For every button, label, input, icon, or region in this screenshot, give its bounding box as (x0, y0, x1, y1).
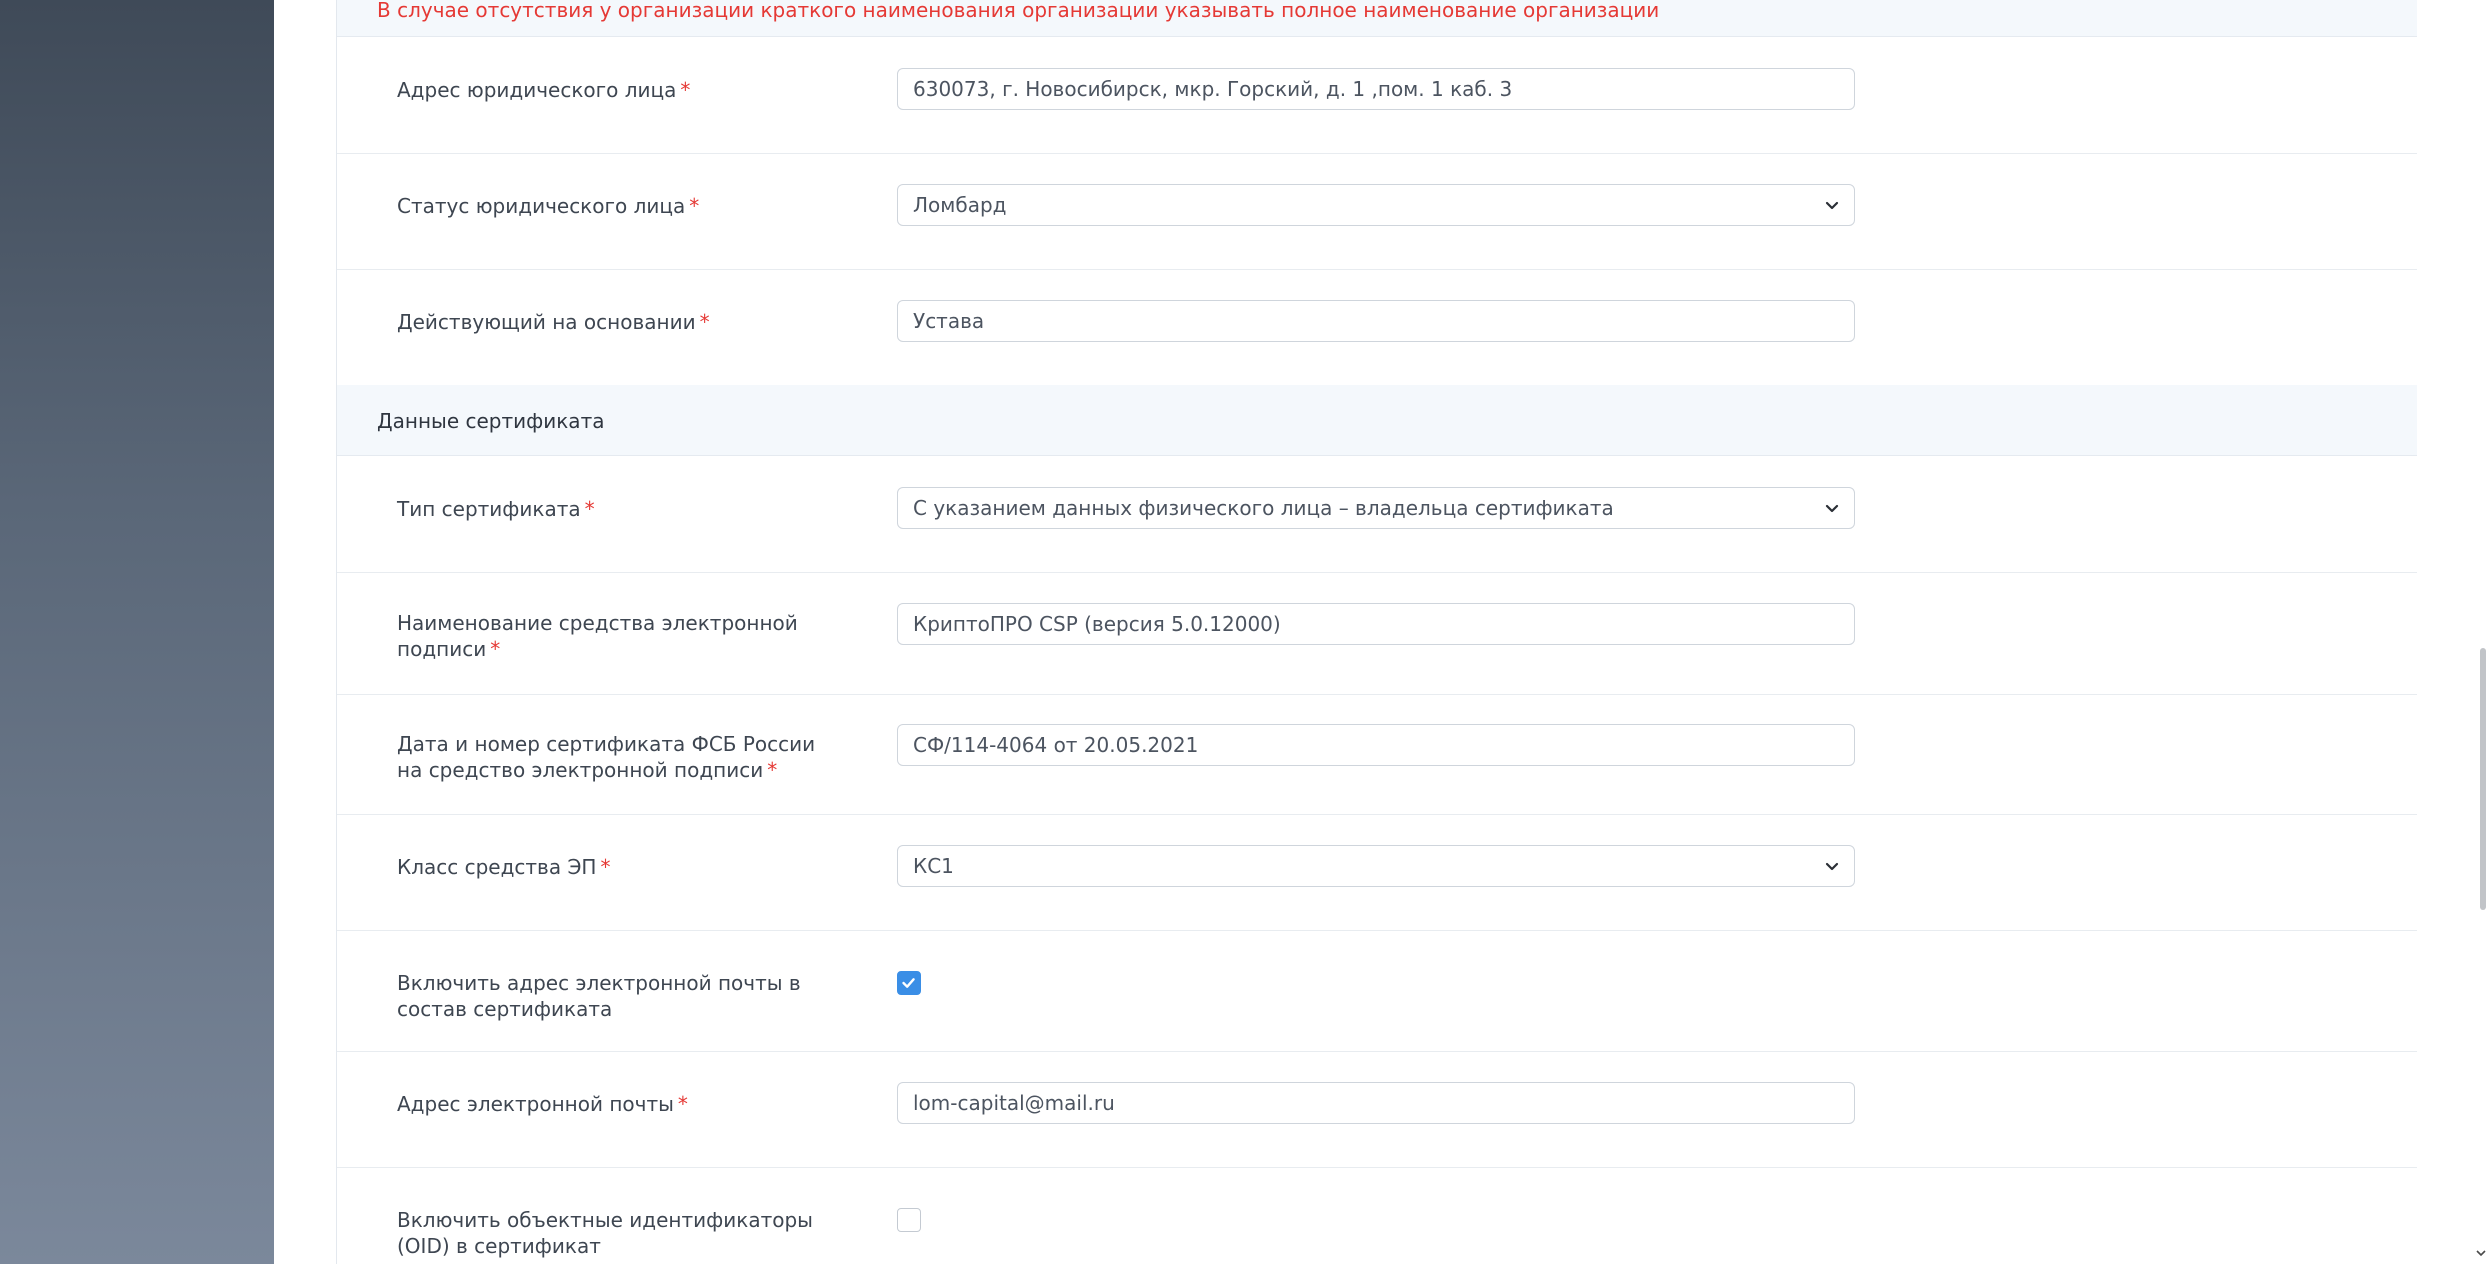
row-cert-type (337, 456, 2417, 573)
legal-status-select[interactable] (897, 184, 1855, 226)
row-include-email (337, 930, 2417, 1052)
row-es-tool-name (337, 572, 2417, 695)
fsb-cert-input[interactable]: СФ/114-4064 от 20.05.2021 (897, 724, 1855, 766)
required-mark: * (699, 310, 710, 334)
fsb-cert-label: Дата и номер сертификата ФСБ России на средство электронной подписи * (397, 732, 816, 782)
es-class-value: КС1 (913, 854, 954, 878)
scroll-down-arrow-icon[interactable] (2474, 1246, 2488, 1260)
es-class-label: Класс средства ЭП * (397, 855, 611, 879)
section-title: Данные сертификата (377, 409, 605, 433)
legal-address-label: Адрес юридического лица * (397, 78, 691, 102)
notice-banner (337, 0, 2417, 37)
row-email (337, 1051, 2417, 1168)
cert-type-select[interactable] (897, 487, 1855, 529)
email-label: Адрес электронной почты * (397, 1092, 688, 1116)
row-legal-address (337, 37, 2417, 154)
legal-address-input[interactable]: 630073, г. Новосибирск, мкр. Горский, д. 1 ,пом. 1 каб. 3 (897, 68, 1855, 110)
acting-basis-label: Действующий на основании * (397, 310, 710, 334)
include-oid-label: Включить объектные идентификаторы (OID) в сертификат (397, 1208, 813, 1258)
cert-type-label: Тип сертификата * (397, 497, 595, 521)
row-acting-basis (337, 269, 2417, 386)
cert-type-value: С указанием данных физического лица – владельца сертификата (913, 496, 1614, 520)
acting-basis-input[interactable]: Устава (897, 300, 1855, 342)
required-mark: * (767, 758, 778, 782)
include-oid-checkbox[interactable] (897, 1208, 921, 1232)
email-input[interactable]: lom-capital@mail.ru (897, 1082, 1855, 1124)
required-mark: * (490, 637, 501, 661)
row-include-oid (337, 1167, 2417, 1287)
required-mark: * (680, 78, 691, 102)
notice-text: В случае отсутствия у организации краткого наименования организации указывать полное наименование организации (377, 0, 1660, 22)
required-mark: * (677, 1092, 688, 1116)
legal-status-label: Статус юридического лица * (397, 194, 700, 218)
section-header-certificate (337, 385, 2417, 456)
right-margin (2417, 0, 2488, 1264)
required-mark: * (600, 855, 611, 879)
required-mark: * (689, 194, 700, 218)
row-fsb-cert (337, 694, 2417, 815)
chevron-down-icon (1824, 197, 1840, 213)
row-es-class (337, 814, 2417, 931)
include-email-label: Включить адрес электронной почты в состав сертификата (397, 971, 801, 1021)
form-panel (336, 0, 2418, 1264)
include-email-checkbox[interactable] (897, 971, 921, 995)
checkmark-icon (898, 972, 920, 994)
es-class-select[interactable] (897, 845, 1855, 887)
es-tool-name-input[interactable]: КриптоПРО CSP (версия 5.0.12000) (897, 603, 1855, 645)
scrollbar-thumb[interactable] (2480, 648, 2486, 910)
left-gutter (274, 0, 336, 1264)
row-legal-status (337, 153, 2417, 270)
left-background (0, 0, 274, 1264)
legal-status-value: Ломбард (913, 193, 1007, 217)
es-tool-name-label: Наименование средства электронной подписи * (397, 611, 798, 661)
chevron-down-icon (1824, 858, 1840, 874)
chevron-down-icon (1824, 500, 1840, 516)
required-mark: * (584, 497, 595, 521)
